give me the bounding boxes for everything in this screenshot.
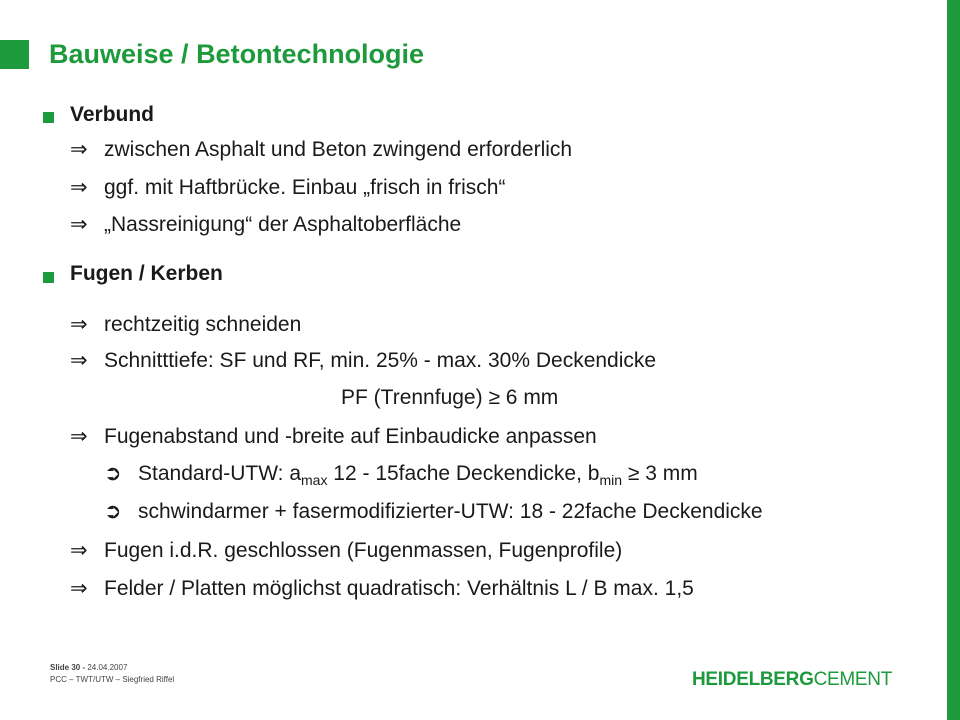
section-heading-fugen: Fugen / Kerben xyxy=(70,262,223,285)
implies-icon: ⇒ xyxy=(70,349,88,372)
company-logo: HEIDELBERGCEMENT xyxy=(692,669,892,690)
implies-icon: ⇒ xyxy=(70,577,88,600)
implies-icon: ⇒ xyxy=(70,425,88,448)
list-item: ⇒ rechtzeitig schneiden xyxy=(70,313,302,336)
implies-icon: ⇒ xyxy=(70,138,88,161)
arrow-right-icon: ➲ xyxy=(104,500,122,523)
list-item: ⇒ „Nassreinigung“ der Asphaltoberfläche xyxy=(70,213,462,236)
implies-icon: ⇒ xyxy=(70,213,88,236)
sub-list-item: ➲ schwindarmer + fasermodifizierter-UTW: 18 - 22fache Deckendicke xyxy=(104,500,763,523)
right-accent-bar xyxy=(947,0,960,720)
bullet-square-icon xyxy=(43,112,54,123)
list-item: ⇒ ggf. mit Haftbrücke. Einbau „frisch in frisch“ xyxy=(70,176,506,199)
footer-author: PCC – TWT/UTW – Siegfried Riffel xyxy=(50,675,175,684)
list-item: ⇒ Fugen i.d.R. geschlossen (Fugenmassen, Fugenprofile) xyxy=(70,539,623,562)
list-item: ⇒ zwischen Asphalt und Beton zwingend erforderlich xyxy=(70,138,573,161)
sub-list-item: ➲ Standard-UTW: $a_{max}$ 12 - 15fache Deckendicke, $b_{min} \ge 3$ mm xyxy=(104,462,698,488)
implies-icon: ⇒ xyxy=(70,539,88,562)
slide-title: Bauweise / Betontechnologie xyxy=(49,39,425,69)
list-item: ⇒ Fugenabstand und -breite auf Einbaudicke anpassen xyxy=(70,425,597,448)
list-item: ⇒ Schnitttiefe: SF und RF, min. 25% - max. 30% Deckendicke xyxy=(70,349,657,372)
bullet-square-icon xyxy=(43,272,54,283)
implies-icon: ⇒ xyxy=(70,176,88,199)
arrow-right-icon: ➲ xyxy=(104,462,122,485)
list-item-continuation: PF (Trennfuge) ≥ 6 mm xyxy=(341,386,559,409)
section-heading-verbund: Verbund xyxy=(70,103,155,126)
footer-slide-info: Slide 30 - 24.04.2007 xyxy=(50,663,128,672)
title-square-icon xyxy=(0,40,29,69)
list-item: ⇒ Felder / Platten möglichst quadratisch: Verhältnis L / B max. 1,5 xyxy=(70,577,694,600)
implies-icon: ⇒ xyxy=(70,313,88,336)
